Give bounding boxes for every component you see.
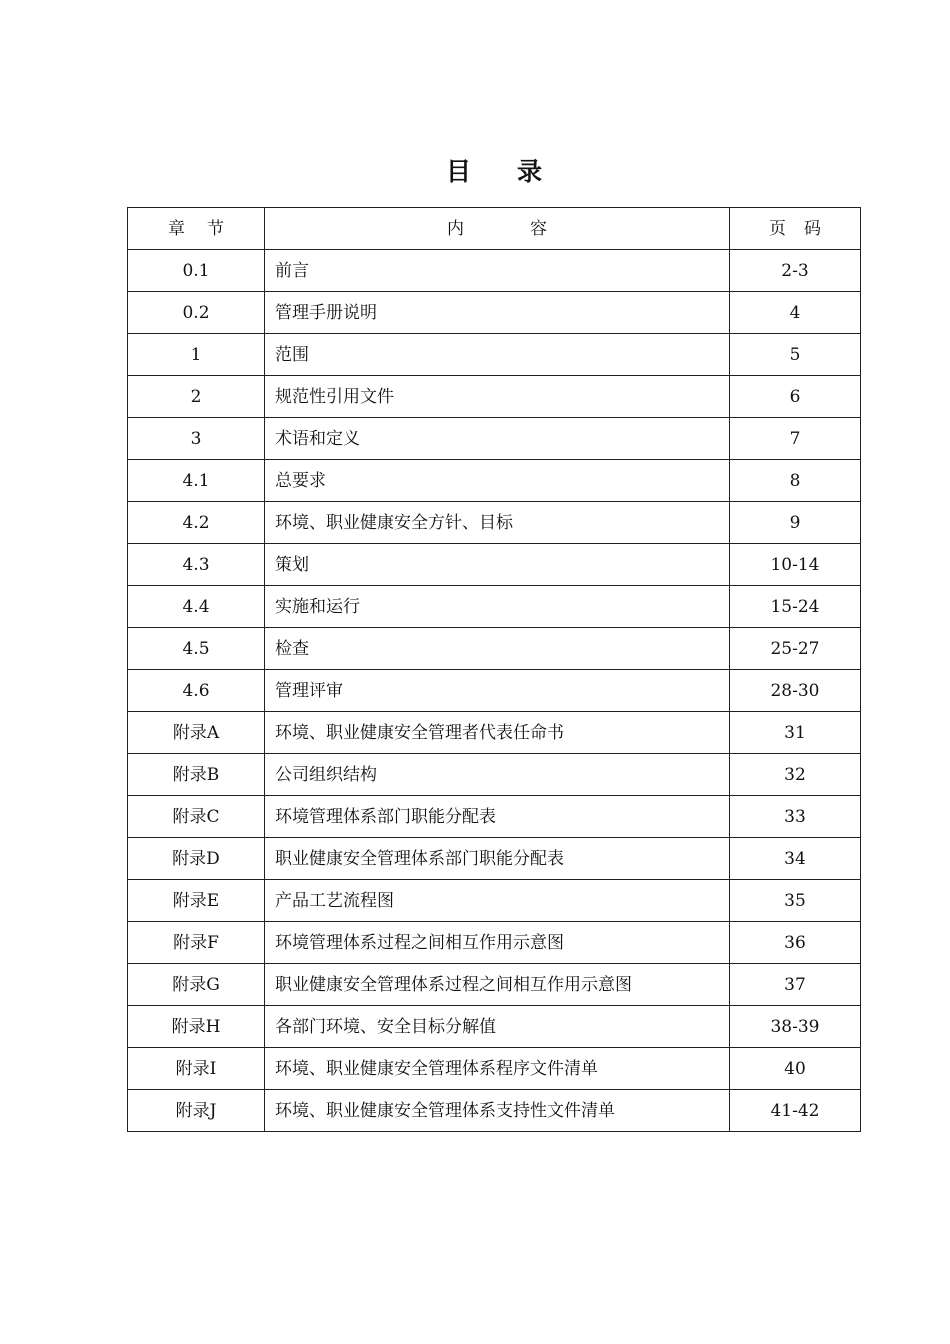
section-title: 各部门环境、安全目标分解值	[265, 1006, 730, 1048]
table-row	[128, 418, 861, 460]
section-title: 检查	[265, 628, 730, 670]
section-title: 管理手册说明	[265, 292, 730, 334]
page-range: 31	[730, 712, 861, 754]
toc-header-row	[128, 208, 861, 250]
table-row	[128, 670, 861, 712]
header-page-label: 页码	[769, 218, 839, 239]
section-title: 环境管理体系部门职能分配表	[265, 796, 730, 838]
page-range: 34	[730, 838, 861, 880]
page-range: 7	[730, 418, 861, 460]
section-title: 环境管理体系过程之间相互作用示意图	[265, 922, 730, 964]
section-title: 环境、职业健康安全管理者代表任命书	[265, 712, 730, 754]
page-range: 8	[730, 460, 861, 502]
page-range: 5	[730, 334, 861, 376]
section-title: 职业健康安全管理体系部门职能分配表	[265, 838, 730, 880]
page-range: 33	[730, 796, 861, 838]
table-row	[128, 1048, 861, 1090]
section-title: 环境、职业健康安全管理体系程序文件清单	[265, 1048, 730, 1090]
table-row	[128, 586, 861, 628]
section-number: 4.3	[128, 544, 265, 586]
page-range: 10-14	[730, 544, 861, 586]
section-number: 0.1	[128, 250, 265, 292]
page-title-right: 录	[517, 157, 543, 186]
section-title: 公司组织结构	[265, 754, 730, 796]
section-title: 实施和运行	[265, 586, 730, 628]
table-row	[128, 922, 861, 964]
section-title: 管理评审	[265, 670, 730, 712]
table-row	[128, 292, 861, 334]
toc-table	[127, 207, 861, 1132]
section-number: 附录D	[128, 838, 265, 880]
section-title: 环境、职业健康安全管理体系支持性文件清单	[265, 1090, 730, 1132]
section-title: 范围	[265, 334, 730, 376]
section-number: 0.2	[128, 292, 265, 334]
page-title-left: 目	[445, 157, 471, 186]
page-range: 9	[730, 502, 861, 544]
section-title: 术语和定义	[265, 418, 730, 460]
section-number: 3	[128, 418, 265, 460]
table-row	[128, 628, 861, 670]
table-row	[128, 334, 861, 376]
section-number: 4.5	[128, 628, 265, 670]
page-range: 25-27	[730, 628, 861, 670]
header-page	[730, 208, 861, 250]
page-range: 28-30	[730, 670, 861, 712]
section-number: 附录A	[128, 712, 265, 754]
section-number: 4.6	[128, 670, 265, 712]
section-number: 4.2	[128, 502, 265, 544]
page-range: 35	[730, 880, 861, 922]
section-number: 附录B	[128, 754, 265, 796]
table-row	[128, 376, 861, 418]
page-range: 40	[730, 1048, 861, 1090]
page-range: 6	[730, 376, 861, 418]
page-range: 2-3	[730, 250, 861, 292]
section-number: 附录J	[128, 1090, 265, 1132]
section-title: 前言	[265, 250, 730, 292]
section-number: 附录G	[128, 964, 265, 1006]
table-row	[128, 544, 861, 586]
section-number: 附录F	[128, 922, 265, 964]
page-range: 36	[730, 922, 861, 964]
section-number: 1	[128, 334, 265, 376]
header-content-label: 内容	[447, 218, 613, 239]
table-row	[128, 460, 861, 502]
table-row	[128, 754, 861, 796]
section-number: 附录I	[128, 1048, 265, 1090]
page-range: 37	[730, 964, 861, 1006]
section-number: 2	[128, 376, 265, 418]
table-row	[128, 880, 861, 922]
section-number: 附录C	[128, 796, 265, 838]
table-row	[128, 502, 861, 544]
page-range: 15-24	[730, 586, 861, 628]
table-row	[128, 1090, 861, 1132]
section-title: 职业健康安全管理体系过程之间相互作用示意图	[265, 964, 730, 1006]
table-row	[128, 796, 861, 838]
section-title: 策划	[265, 544, 730, 586]
section-number: 4.4	[128, 586, 265, 628]
table-row	[128, 964, 861, 1006]
header-section	[128, 208, 265, 250]
page-range: 41-42	[730, 1090, 861, 1132]
section-number: 附录E	[128, 880, 265, 922]
section-title: 环境、职业健康安全方针、目标	[265, 502, 730, 544]
section-number: 4.1	[128, 460, 265, 502]
section-number: 附录H	[128, 1006, 265, 1048]
table-row	[128, 712, 861, 754]
table-row	[128, 838, 861, 880]
page-title	[0, 152, 950, 188]
page-range: 38-39	[730, 1006, 861, 1048]
page-range: 4	[730, 292, 861, 334]
section-title: 产品工艺流程图	[265, 880, 730, 922]
header-content	[265, 208, 730, 250]
header-section-label: 章节	[168, 218, 246, 239]
table-row	[128, 250, 861, 292]
section-title: 规范性引用文件	[265, 376, 730, 418]
toc-body	[128, 250, 861, 1132]
section-title: 总要求	[265, 460, 730, 502]
page-range: 32	[730, 754, 861, 796]
table-row	[128, 1006, 861, 1048]
